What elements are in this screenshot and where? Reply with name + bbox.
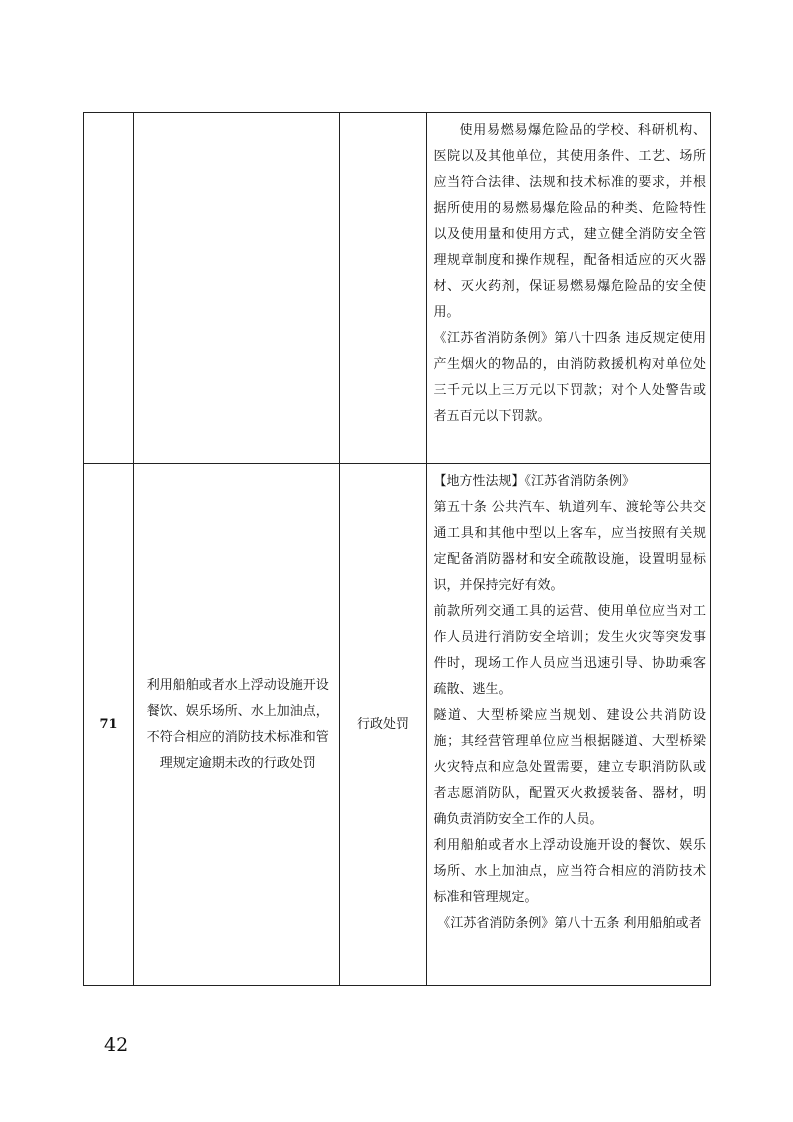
item-name-line: 理规定逾期未改的行政处罚 bbox=[159, 755, 316, 771]
legal-basis-cell bbox=[426, 464, 710, 986]
item-name-cell bbox=[134, 113, 340, 464]
basis-paragraph: 隧道、大型桥梁应当规划、建设公共消防设施；其经营管理单位应当根据隧道、大型桥梁火灾特点和应急处置需要，建立专职消防队或者志愿消防队，配置灭火救援装备、器材，明确负责消防安全工作的人员。 bbox=[433, 708, 706, 827]
item-number-cell bbox=[84, 113, 134, 464]
basis-paragraph: 【地方性法规】《江苏省消防条例》 bbox=[433, 474, 636, 489]
table-row bbox=[84, 464, 711, 986]
page-number: 42 bbox=[104, 1034, 129, 1056]
item-name-line: 餐饮、娱乐场所、水上加油点， bbox=[146, 703, 329, 719]
basis-paragraph: 《江苏省消防条例》第八十四条 违反规定使用产生烟火的物品的，由消防救援机构对单位处三千元以上三万元以下罚款；对个人处警告或者五百元以下罚款。 bbox=[433, 331, 706, 424]
basis-paragraph: 前款所列交通工具的运营、使用单位应当对工作人员进行消防安全培训；发生火灾等突发事件时，现场工作人员应当迅速引导、协助乘客疏散、逃生。 bbox=[433, 604, 706, 697]
legal-basis-cell bbox=[426, 113, 710, 464]
item-name-line: 不符合相应的消防技术标准和管 bbox=[146, 729, 329, 745]
item-type-cell bbox=[340, 113, 426, 464]
basis-paragraph: 利用船舶或者水上浮动设施开设的餐饮、娱乐场所、水上加油点，应当符合相应的消防技术标准和管理规定。 bbox=[433, 838, 706, 905]
basis-paragraph: 第五十条 公共汽车、轨道列车、渡轮等公共交通工具和其他中型以上客车，应当按照有关规定配备消防器材和安全疏散设施，设置明显标识，并保持完好有效。 bbox=[433, 500, 706, 593]
table-row bbox=[84, 113, 711, 464]
regulation-table bbox=[83, 112, 711, 986]
basis-paragraph: 使用易燃易爆危险品的学校、科研机构、医院以及其他单位，其使用条件、工艺、场所应当符合法律、法规和技术标准的要求，并根据所使用的易燃易爆危险品的种类、危险特性以及使用量和使用方式，建立健全消防安全管理规章制度和操作规程，配备相适应的灭火器材、灭火药剂，保证易燃易爆危险品的安全使用。 bbox=[433, 123, 706, 320]
item-name-line: 利用船舶或者水上浮动设施开设 bbox=[146, 677, 329, 693]
item-name-cell bbox=[134, 464, 340, 986]
item-number-cell: 71 bbox=[84, 464, 134, 986]
basis-paragraph: 《江苏省消防条例》第八十五条 利用船舶或者 bbox=[437, 916, 702, 931]
item-type-cell: 行政处罚 bbox=[340, 464, 426, 986]
